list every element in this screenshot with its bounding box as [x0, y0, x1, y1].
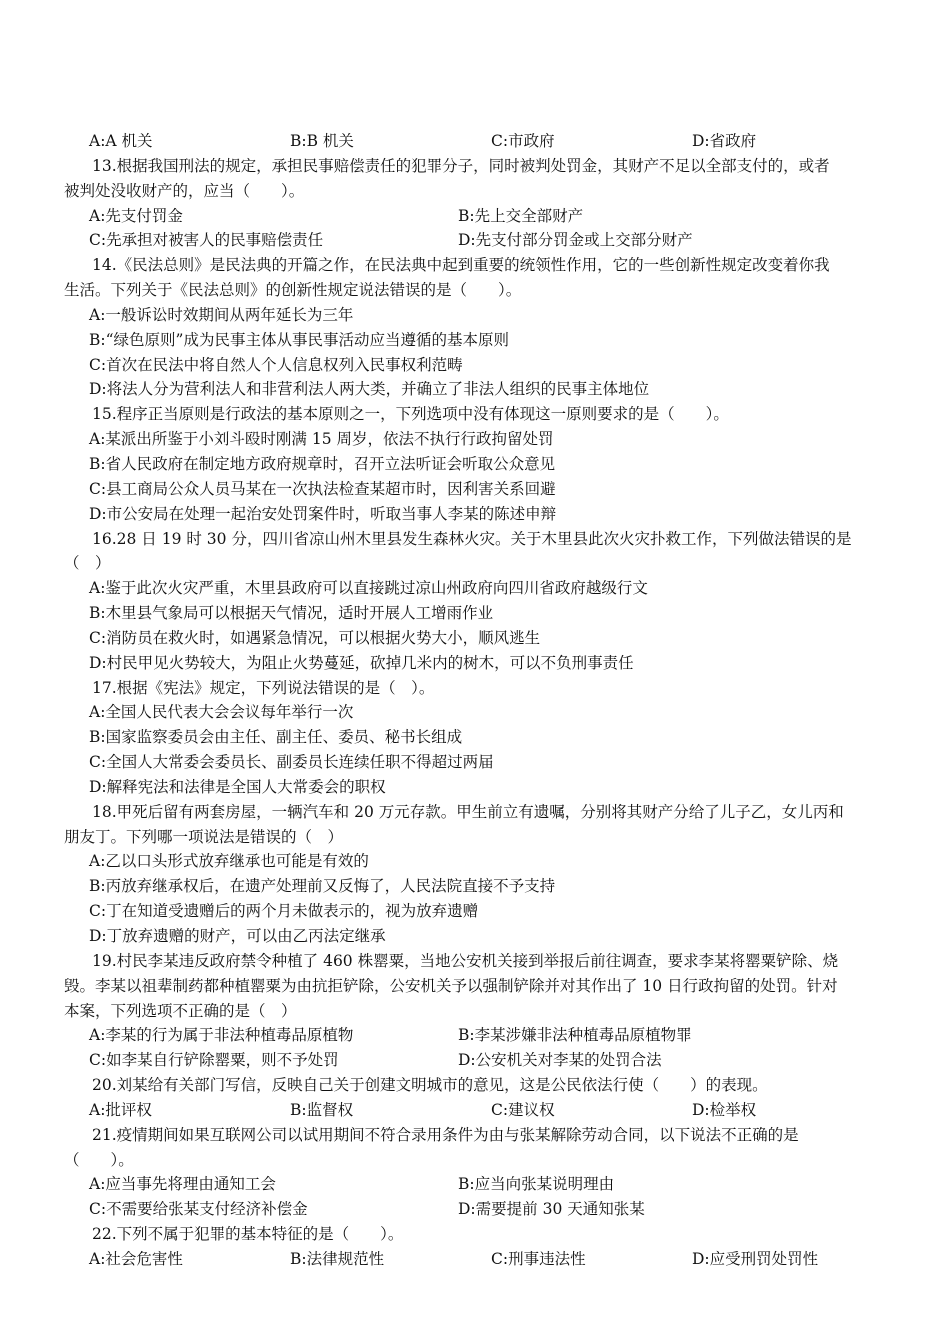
option-a: A:先支付罚金 — [89, 206, 183, 225]
option-d: D:检举权 — [692, 1100, 757, 1119]
option-d: D:市公安局在处理一起治安处罚案件时，听取当事人李某的陈述申辩 — [89, 504, 557, 523]
option-d: D:公安机关对李某的处罚合法 — [458, 1051, 662, 1070]
option-b: B:省人民政府在制定地方政府规章时，召开立法听证会听取公众意见 — [89, 454, 556, 473]
question-22 — [64, 1222, 896, 1272]
question-stem-continued: 被判处没收财产的，应当（ ）。 — [64, 181, 305, 200]
option-b: B:B 机关 — [290, 132, 354, 150]
option-a: A:全国人民代表大会会议每年举行一次 — [89, 703, 354, 722]
option-c: C:建议权 — [491, 1100, 555, 1119]
option-c: C:市政府 — [491, 132, 555, 150]
option-d: D:需要提前 30 天通知张某 — [458, 1200, 645, 1219]
question-17 — [64, 676, 896, 800]
option-a: A:鉴于此次火灾严重，木里县政府可以直接跳过凉山州政府向四川省政府越级行文 — [89, 579, 648, 598]
question-stem: 20.刘某给有关部门写信，反映自己关于创建文明城市的意见，这是公民依法行使（ ）的表现。 — [92, 1076, 768, 1095]
question-stem: 19.村民李某违反政府禁令种植了 460 株罂粟，当地公安机关接到举报后前往调查，要求李某将罂粟铲除、烧 — [92, 951, 839, 970]
option-a: A:应当事先将理由通知工会 — [89, 1175, 276, 1194]
question-16 — [64, 527, 896, 676]
question-stem-continued: （ ） — [64, 554, 111, 573]
option-c: C:丁在知道受遗赠后的两个月未做表示的，视为放弃遗赠 — [89, 902, 479, 921]
option-c: C:刑事违法性 — [491, 1249, 586, 1268]
option-c: C:首次在民法中将自然人个人信息权列入民事权利范畴 — [89, 355, 463, 374]
question-14 — [64, 253, 896, 402]
option-b: B:丙放弃继承权后，在遗产处理前又反悔了，人民法院直接不予支持 — [89, 877, 556, 896]
question-20 — [64, 1073, 896, 1123]
option-b: B:李某涉嫌非法种植毒品原植物罪 — [458, 1026, 692, 1045]
question-21 — [64, 1123, 896, 1222]
question-stem-continued: 毁。李某以祖辈制药都种植罂粟为由抗拒铲除，公安机关予以强制铲除并对其作出了 10 日行政拘留的处罚。针对 — [64, 976, 838, 995]
question-15 — [64, 402, 896, 526]
option-b: B:先上交全部财产 — [458, 206, 584, 225]
question-stem-continued: 本案，下列选项不正确的是（ ） — [64, 1001, 297, 1020]
option-b: B:应当向张某说明理由 — [458, 1175, 615, 1194]
option-c: C:先承担对被害人的民事赔偿责任 — [89, 231, 324, 250]
option-a: A:社会危害性 — [89, 1249, 183, 1268]
option-a: A:李某的行为属于非法种植毒品原植物 — [89, 1026, 354, 1045]
option-c: C:如李某自行铲除罂粟，则不予处罚 — [89, 1051, 339, 1070]
question-stem: 21.疫情期间如果互联网公司以试用期间不符合录用条件为由与张某解除劳动合同，以下说法不正确的是 — [92, 1125, 799, 1144]
option-c: C:不需要给张某支付经济补偿金 — [89, 1200, 308, 1219]
option-d: D:丁放弃遗赠的财产，可以由乙丙法定继承 — [89, 927, 386, 945]
option-d: D:省政府 — [692, 132, 757, 150]
option-a: A:某派出所鉴于小刘斗殴时刚满 15 周岁，依法不执行行政拘留处罚 — [89, 430, 554, 449]
question-18 — [64, 800, 896, 949]
option-d: D:解释宪法和法律是全国人大常委会的职权 — [89, 777, 386, 796]
question-stem-continued: 生活。下列关于《民法总则》的创新性规定说法错误的是（ ）。 — [64, 281, 522, 300]
option-c: C:全国人大常委会委员长、副委员长连续任职不得超过两届 — [89, 753, 494, 772]
option-b: B:法律规范性 — [290, 1249, 385, 1268]
question-stem: 16.28 日 19 时 30 分，四川省凉山州木里县发生森林火灾。关于木里县此次火灾扑救工作，下列做法错误的是 — [92, 529, 852, 548]
question-stem: 17.根据《宪法》规定，下列说法错误的是（ ）。 — [92, 678, 435, 697]
question-19 — [64, 949, 896, 1073]
question-13 — [64, 154, 896, 253]
question-stem-continued: （ ）。 — [64, 1150, 134, 1169]
option-a: A:批评权 — [89, 1100, 152, 1119]
question-stem: 18.甲死后留有两套房屋，一辆汽车和 20 万元存款。甲生前立有遗嘱，分别将其财产分给了儿子乙，女儿丙和 — [92, 802, 844, 821]
option-d: D:先支付部分罚金或上交部分财产 — [458, 231, 693, 250]
question-stem-continued: 朋友丁。下列哪一项说法是错误的（ ） — [64, 827, 344, 846]
exam-page — [64, 129, 896, 1272]
question-12-options — [64, 129, 896, 154]
option-b: B:监督权 — [290, 1100, 354, 1119]
option-b: B:木里县气象局可以根据天气情况，适时开展人工增雨作业 — [89, 604, 494, 623]
question-stem: 22.下列不属于犯罪的基本特征的是（ ）。 — [92, 1225, 404, 1244]
option-b: B:国家监察委员会由主任、副主任、委员、秘书长组成 — [89, 728, 463, 747]
option-a: A:一般诉讼时效期间从两年延长为三年 — [89, 305, 354, 324]
option-a: A:A 机关 — [89, 132, 153, 150]
option-a: A:乙以口头形式放弃继承也可能是有效的 — [89, 852, 369, 871]
option-d: D:村民甲见火势较大，为阻止火势蔓延，砍掉几米内的树木，可以不负刑事责任 — [89, 653, 634, 672]
option-c: C:县工商局公众人员马某在一次执法检查某超市时，因利害关系回避 — [89, 479, 556, 498]
question-stem: 13.根据我国刑法的规定，承担民事赔偿责任的犯罪分子，同时被判处罚金，其财产不足以全部支付的，或者 — [92, 156, 830, 175]
option-d: D:应受刑罚处罚性 — [692, 1249, 819, 1268]
option-b: B:“绿色原则”成为民事主体从事民事活动应当遵循的基本原则 — [89, 330, 509, 349]
option-c: C:消防员在救火时，如遇紧急情况，可以根据火势大小，顺风逃生 — [89, 628, 541, 647]
option-d: D:将法人分为营利法人和非营利法人两大类，并确立了非法人组织的民事主体地位 — [89, 380, 650, 399]
question-stem: 14.《民法总则》是民法典的开篇之作，在民法典中起到重要的统领性作用，它的一些创新性规定改变着你我 — [92, 256, 830, 275]
question-stem: 15.程序正当原则是行政法的基本原则之一，下列选项中没有体现这一原则要求的是（ ）。 — [92, 405, 729, 424]
